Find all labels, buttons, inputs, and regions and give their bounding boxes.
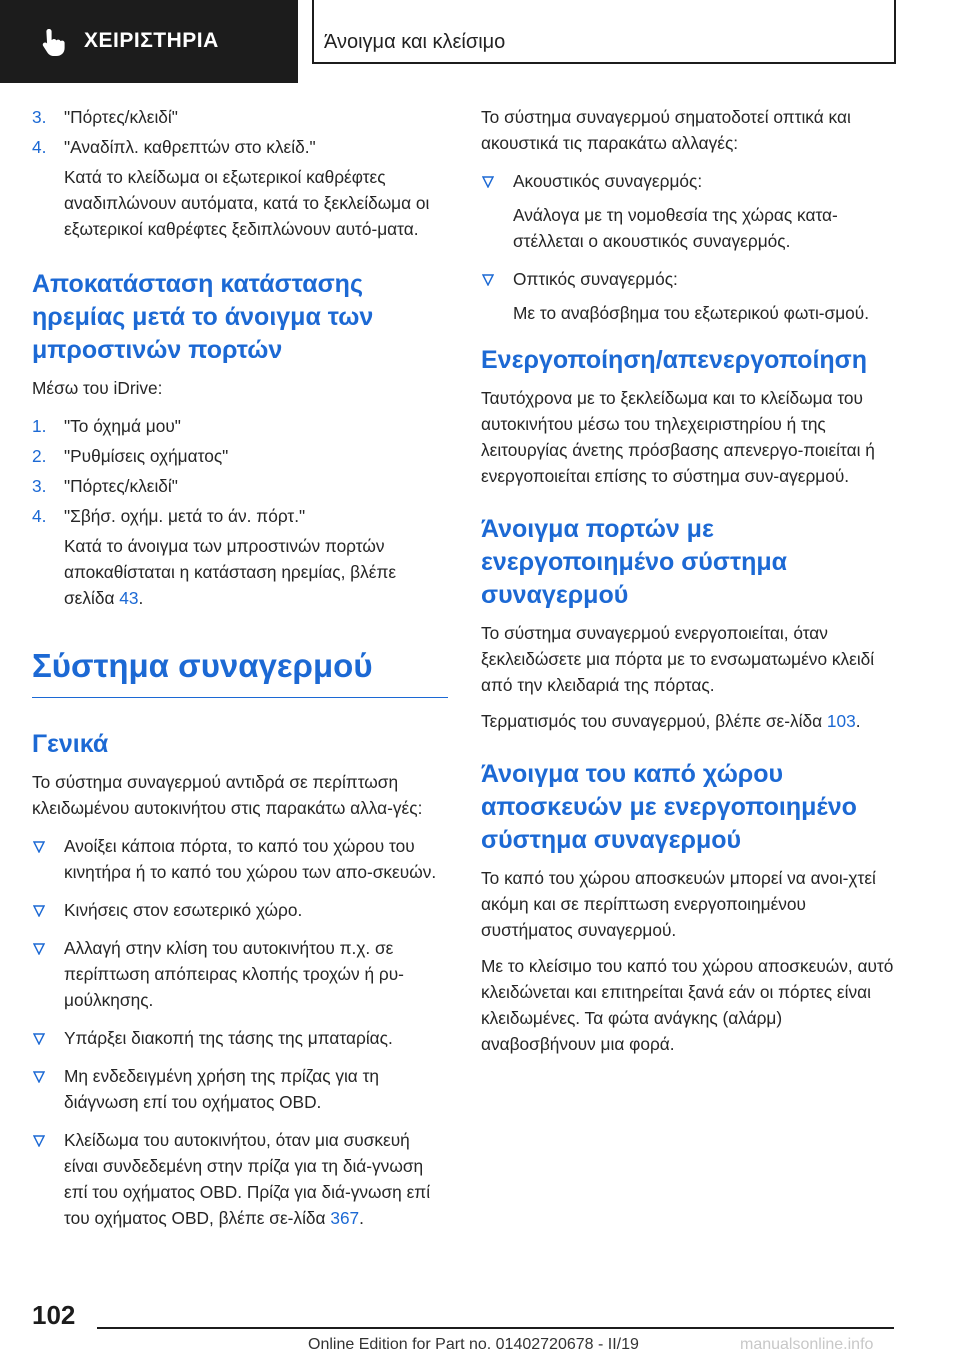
bullet-text: Ανοίξει κάποια πόρτα, το καπό του χώρου του κινητήρα ή το καπό του χώρου των απο-σκευών. <box>64 836 437 882</box>
triangle-bullet-icon <box>482 274 494 286</box>
bullet-text: Οπτικός συναγερμός: <box>513 269 678 289</box>
general-text: Το σύστημα συναγερμού αντιδρά σε περίπτωση κλειδωμένου αυτοκινήτου στις παρακάτω αλλα-γές: <box>32 772 423 818</box>
list-item-text: "Αναδίπλ. καθρεπτών στο κλείδ." <box>64 137 316 157</box>
section-label: ΧΕΙΡΙΣΤΗΡΙΑ <box>84 29 219 52</box>
list-item <box>32 413 448 439</box>
list-number: 2. <box>32 446 47 466</box>
alarm-system-title: Σύστημα συναγερμού <box>32 645 448 698</box>
list-number: 3. <box>32 107 47 127</box>
list-item-text: "Πόρτες/κλειδί" <box>64 107 178 127</box>
list-item <box>32 134 448 160</box>
bullet-item <box>481 266 896 326</box>
header-divider-right <box>894 0 896 64</box>
list-item <box>32 503 448 529</box>
list-item-text: "Σβήσ. οχήμ. μετά το άν. πόρτ." <box>64 506 306 526</box>
activation-heading: Ενεργοποίηση/απενεργοποίηση <box>481 346 868 374</box>
triangle-bullet-icon <box>33 905 45 917</box>
list-item-text: "Ρυθμίσεις οχήματος" <box>64 446 229 466</box>
bullet-item <box>32 1063 448 1115</box>
bullet-text: Υπάρξει διακοπή της τάσης της μπαταρίας. <box>64 1028 393 1048</box>
rest-state-heading: Αποκατάσταση κατάστασης ηρεμίας μετά το άνοιγμα των μπροστινών πορτών <box>32 270 374 364</box>
alarm-stop-reference <box>481 708 896 734</box>
triangle-bullet-icon <box>33 841 45 853</box>
list-item <box>32 443 448 469</box>
activation-text: Ταυτόχρονα με το ξεκλείδωμα και το κλείδωμα του αυτοκινήτου μέσω του τηλεχειριστηρίου ή της λειτουργίας άνετης πρόσβασης απενεργο-ποιείται ή ενεργοποιείται επίσης το σύστημα συν-αγερμού. <box>481 388 875 486</box>
note-end: . <box>138 588 144 608</box>
header-section-tab <box>0 0 298 83</box>
bullet-item <box>481 168 896 254</box>
rest-state-intro: Μέσω του iDrive: <box>32 378 163 398</box>
header-divider-bottom <box>312 62 896 64</box>
doors-alarm-text: Το σύστημα συναγερμού ενεργοποιείται, όταν ξεκλειδώσετε μια πόρτα με το ενσωματωμένο κλειδί από την κλειδαριά της πόρτας. <box>481 623 875 695</box>
bullet-text: Αλλαγή στην κλίση του αυτοκινήτου π.χ. σε περίπτωση απόπειρας κλοπής τροχών ή ρυ-μούλκησης. <box>64 938 404 1010</box>
note-text: Κατά το άνοιγμα των μπροστινών πορτών αποκαθίσταται η κατάσταση ηρεμίας, βλέπε σελίδα <box>64 536 397 608</box>
page-link[interactable]: 43 <box>119 588 139 608</box>
doors-alarm-heading: Άνοιγμα πορτών με ενεργοποιημένο σύστημα συναγερμού <box>481 515 788 609</box>
triangle-bullet-icon <box>33 1071 45 1083</box>
bullet-text: Κινήσεις στον εσωτερικό χώρο. <box>64 900 303 920</box>
general-heading: Γενικά <box>32 730 109 758</box>
trunk-alarm-heading: Άνοιγμα του καπό χώρου αποσκευών με ενεργοποιημένο σύστημα συναγερμού <box>481 760 857 854</box>
bullet-note: Με το αναβόσβημα του εξωτερικού φωτι-σμού. <box>513 303 870 323</box>
bullet-item <box>32 833 448 885</box>
list-number: 4. <box>32 137 47 157</box>
bullet-note: Ανάλογα με τη νομοθεσία της χώρας κατα-στέλλεται ο ακουστικός συναγερμός. <box>513 205 838 251</box>
left-column <box>32 100 448 1243</box>
list-item-text: "Το όχημά μου" <box>64 416 181 436</box>
bullet-item <box>32 935 448 1013</box>
triangle-bullet-icon <box>33 943 45 955</box>
bullet-item <box>32 1025 448 1051</box>
triangle-bullet-icon <box>33 1135 45 1147</box>
hand-pointer-icon <box>40 27 68 57</box>
list-item <box>32 104 448 130</box>
bullet-text: Ακουστικός συναγερμός: <box>513 171 703 191</box>
footer-divider <box>97 1327 894 1329</box>
list-number: 1. <box>32 416 47 436</box>
list-item-note <box>32 533 448 611</box>
list-item <box>32 473 448 499</box>
page-link[interactable]: 367 <box>330 1208 360 1228</box>
edition-label: Online Edition for Part no. 01402720678 - II/19 <box>308 1336 639 1353</box>
page-number: 102 <box>32 1300 76 1330</box>
right-column <box>481 100 896 1061</box>
bullet-text: Μη ενδεδειγμένη χρήση της πρίζας για τη διάγνωση επί του οχήματος OBD. <box>64 1066 380 1112</box>
header-divider-left <box>312 0 314 64</box>
list-item-note: Κατά το κλείδωμα οι εξωτερικοί καθρέφτες αναδιπλώνουν αυτόματα, κατά το ξεκλείδωμα οι εξωτερικοί καθρέφτες ξεδιπλώνουν αυτό-ματα. <box>64 167 430 239</box>
bullet-item <box>32 897 448 923</box>
bullet-text: Κλείδωμα του αυτοκινήτου, όταν μια συσκευή είναι συνδεδεμένη στην πρίζα για τη διά-γνωση επί του οχήματος OBD. Πρίζα για διά-γνωση επί του οχήματος OBD, βλέπε σε-λίδα <box>64 1130 431 1228</box>
list-item-text: "Πόρτες/κλειδί" <box>64 476 178 496</box>
trunk-alarm-text: Το καπό του χώρου αποσκευών μπορεί να ανοι-χτεί ακόμη και σε περίπτωση ενεργοποιημένου συστήματος συναγερμού. <box>481 868 876 940</box>
page-link[interactable]: 103 <box>826 711 856 731</box>
watermark-text: manualsonline.info <box>740 1336 874 1353</box>
signal-text: Το σύστημα συναγερμού σηματοδοτεί οπτικά και ακουστικά τις παρακάτω αλλαγές: <box>481 107 851 153</box>
triangle-bullet-icon <box>33 1033 45 1045</box>
bullet-item <box>32 1127 448 1231</box>
bullet-end: . <box>359 1208 364 1228</box>
reference-end: . <box>855 711 861 731</box>
list-number: 3. <box>32 476 47 496</box>
reference-text: Τερματισμός του συναγερμού, βλέπε σε-λίδα <box>481 711 827 731</box>
chapter-label: Άνοιγμα και κλείσιμο <box>324 31 506 53</box>
list-number: 4. <box>32 506 47 526</box>
trunk-alarm-text-2: Με το κλείσιμο του καπό του χώρου αποσκευών, αυτό κλειδώνεται και επιτηρείται ξανά εάν οι πόρτες είναι κλειδωμένες. Τα φώτα ανάγκης (αλάρμ) αναβοσβήνουν μια φορά. <box>481 956 894 1054</box>
triangle-bullet-icon <box>482 176 494 188</box>
